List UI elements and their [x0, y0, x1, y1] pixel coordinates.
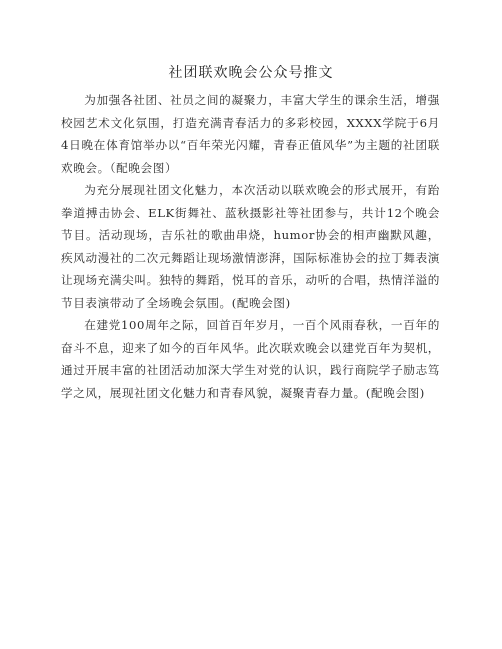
document-body	[61, 89, 440, 404]
paragraph-program: 为充分展现社团文化魅力，本次活动以联欢晚会的形式展开，有跆拳道搏击协会、ELK街舞社、蓝秋摄影社等社团参与，共计12个晚会节目。活动现场，吉乐社的歌曲串烧，humor协会的相声幽默风趣，疾风动漫社的二次元舞蹈让现场激情澎湃，国际标准协会的拉丁舞表演让现场充满尖叫。独特的舞蹈，悦耳的音乐，动听的合唱，热情洋溢的节目表演带动了全场晚会氛围。(配晚会图)	[61, 183, 440, 310]
paragraph-anniversary: 在建党100周年之际，回首百年岁月，一百个风雨春秋，一百年的奋斗不息，迎来了如今的百年风华。此次联欢晚会以建党百年为契机，通过开展丰富的社团活动加深大学生对党的认识，践行商院学子励志笃学之风，展现社团文化魅力和青春风貌，凝聚青春力量。(配晚会图)	[61, 318, 440, 400]
document-title: 社团联欢晚会公众号推文	[168, 65, 334, 81]
paragraph-intro: 为加强各社团、社员之间的凝聚力，丰富大学生的课余生活，增强校园艺术文化氛围，打造充满青春活力的多彩校园，XXXX学院于6月4日晚在体育馆举办以“百年荣光闪耀，青春正值风华”为主题的社团联欢晚会。（配晚会图）	[61, 93, 440, 175]
